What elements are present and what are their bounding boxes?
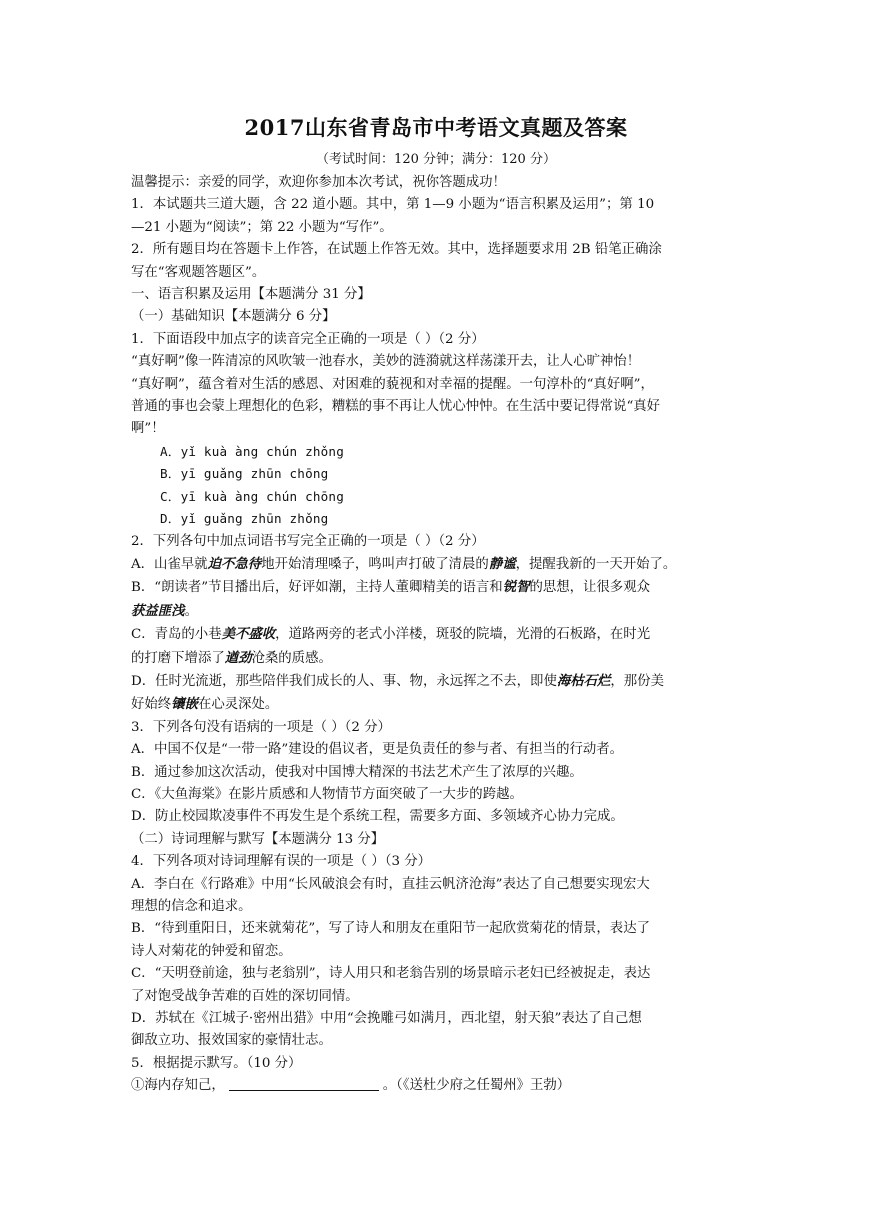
exam-page [131,112,741,1098]
page-title: 2017山东省青岛市中考语文真题及答案 [244,115,628,140]
q2-option-d-cont [131,693,741,716]
text: 。（《送杜少府之任蜀州》王勃） [382,1078,571,1094]
q4-stem: 4．下列各项对诗词理解有误的一项是（ ）（3 分） [131,854,432,870]
text: 。 [184,603,198,619]
notice-line: —21 小题为“阅读”；第 22 小题为“写作”。 [131,219,393,235]
part-heading: （二）诗词理解与默写【本题满分 13 分】 [131,831,385,847]
dotted-word: 遒劲 [224,649,252,666]
q3-option-a: A．中国不仅是“一带一路”建设的倡议者，更是负责任的参与者、有担当的行动者。 [131,742,624,758]
q4-option-a-cont: 理想的信念和追求。 [131,899,252,914]
text: 的思想，让很多观众 [529,580,650,596]
part-heading: （一）基础知识【本题满分 6 分】 [131,309,336,325]
q2-option-d [131,670,741,693]
text: D．任时光流逝，那些陪伴我们成长的人、事、物，永远挥之不去，即使 [131,673,557,689]
text: 好始终 [131,697,172,713]
q1-passage-line: “真好啊”像一阵清凉的风吹皱一池春水，美妙的涟漪就这样荡漾开去，让人心旷神怡！ [131,354,641,370]
q2-option-c [131,623,741,646]
q1-option-c: C．yī kuà àng chún chōng [160,488,344,504]
notice-line: 2．所有题目均在答题卡上作答，在试题上作答无效。其中，选择题要求用 2B 铅笔正确涂 [131,242,662,258]
text: ①海内存知己， [131,1078,225,1094]
q4-option-d: D．苏轼在《江城子·密州出猎》中用“会挽雕弓如满月，西北望，射天狼”表达了自己想 [131,1011,642,1027]
notice-line: 1．本试题共三道大题，含 22 道小题。其中，第 1—9 小题为“语言积累及运用”；第 10 [131,197,655,213]
q4-option-a: A．李白在《行路难》中用“长风破浪会有时，直挂云帆济沧海”表达了自己想要实现宏大 [131,876,650,892]
answer-blank[interactable] [229,1077,379,1091]
q2-option-c-cont [131,647,741,670]
q4-option-b: B．“待到重阳日，还来就菊花”，写了诗人和朋友在重阳节一起欣赏菊花的情景，表达了 [131,921,650,937]
notice-line: 温馨提示：亲爱的同学，欢迎你参加本次考试，祝你答题成功！ [131,175,506,190]
notice-line: 写在“客观题答题区”。 [131,264,266,280]
text: ，提醒我新的一天开始了。 [515,556,677,572]
q2-stem: 2．下列各句中加点词语书写完全正确的一项是（ ）（2 分） [131,533,485,549]
q4-option-d-cont: 御敌立功、报效国家的豪情壮志。 [131,1033,332,1049]
q3-stem: 3．下列各句没有语病的一项是（ ）（2 分） [131,719,391,735]
text: A．山雀早就 [131,556,208,572]
dotted-word: 海枯石烂 [556,672,611,689]
section-heading: 一、语言积累及运用【本题满分 31 分】 [131,287,371,303]
text: C．青岛的小巷 [131,627,222,643]
dotted-word: 美不盛收 [221,626,276,643]
q5-stem: 5．根据提示默写。（10 分） [131,1055,302,1071]
q4-option-c-cont: 了对饱受战争苦难的百姓的深切同情。 [131,988,359,1004]
dotted-word: 镶嵌 [171,696,198,713]
q2-option-b [131,576,741,599]
q4-option-c: C．“天明登前途，独与老翁别”，诗人用只和老翁告别的场景暗示老妇已经被捉走，表达 [131,966,651,982]
exam-info: （考试时间：120 分钟；满分：120 分） [316,152,556,167]
q1-passage-line: “真好啊”，蕴含着对生活的感恩、对困难的藐视和对幸福的提醒。一句淳朴的“真好啊”， [131,376,654,392]
q1-passage-line: 普通的事也会蒙上理想化的色彩，糟糕的事不再让人忧心忡忡。在生活中要记得常说“真好 [131,399,661,415]
q1-option-d: D．yǐ guǎng zhūn zhǒng [160,511,329,527]
q1-passage-line: 啊”！ [131,421,165,437]
q2-option-a [131,553,741,576]
text: 在心灵深处。 [197,697,279,713]
q2-option-b-cont [131,600,741,623]
q3-option-d: D．防止校园欺凌事件不再发生是个系统工程，需要多方面、多领域齐心协力完成。 [131,809,624,825]
q1-option-b: B．yī guǎng zhūn chōng [160,466,329,482]
dotted-word: 静谧 [488,555,516,572]
dotted-word: 获益匪浅 [131,602,185,619]
q1-option-a: A．yǐ kuà àng chún zhǒng [160,443,344,459]
text: 的打磨下增添了 [131,650,225,666]
text: 沧桑的质感。 [251,650,332,666]
text: B．“朗读者”节目播出后，好评如潮，主持人董卿精美的语言和 [131,580,503,596]
dotted-word: 锐智 [502,579,530,596]
text: ，道路两旁的老式小洋楼，斑驳的院墙，光滑的石板路，在时光 [275,627,651,643]
q1-stem: 1．下面语段中加点字的读音完全正确的一项是（ ）（2 分） [131,331,485,347]
q3-option-c: C．《大鱼海棠》在影片质感和人物情节方面突破了一大步的跨越。 [131,786,523,802]
dotted-word: 迫不急待 [207,555,262,572]
text: ，那份美 [610,673,664,689]
q4-option-b-cont: 诗人对菊花的钟爱和留恋。 [131,943,292,959]
q3-option-b: B．通过参加这次活动，使我对中国博大精深的书法艺术产生了浓厚的兴趣。 [131,764,583,780]
text: 地开始清理嗓子，鸣叫声打破了清晨的 [261,556,489,572]
q5-item-1 [131,1075,741,1097]
